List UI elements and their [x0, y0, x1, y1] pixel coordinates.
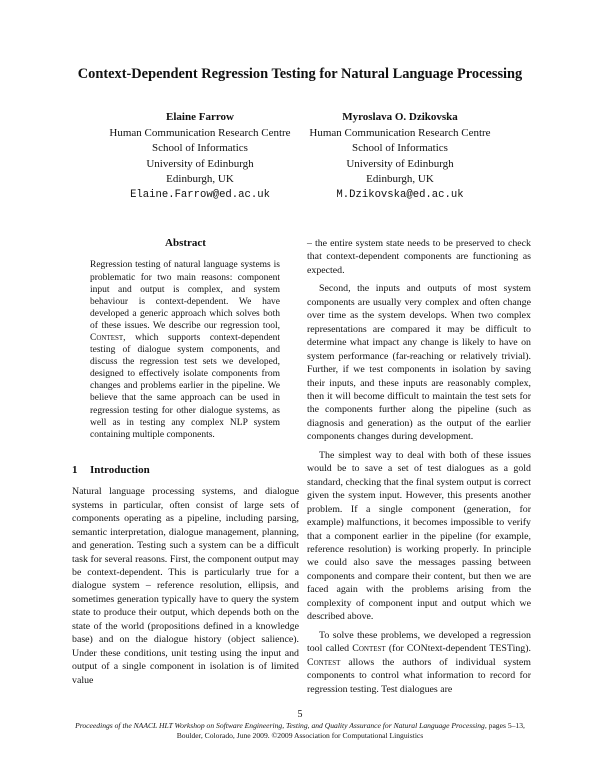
author-name: Elaine Farrow	[166, 111, 234, 123]
body-paragraph: Second, the inputs and outputs of most system components are usually very complex and often change over time as the system develops. When two complex representations are compared it may be difficult to determine what impact any change is likely to have on system performance (far-reaching or relatively trivial). Further, if we test components in isolation by saving their inputs, and these inputs are reasonably complex, then it will become difficult to maintain the test sets for the components further along the pipeline (such as diagnosis and generation) as the output of the earlier components changes during development.	[307, 283, 531, 443]
publication-info: Boulder, Colorado, June 2009. ©2009 Association for Computational Linguistics	[176, 730, 424, 740]
author-affiliation: School of Informatics	[152, 142, 248, 155]
author-affiliation: University of Edinburgh	[346, 157, 454, 170]
body-paragraph: – the entire system state needs to be preserved to check that context-dependent components are functioning as expected.	[307, 238, 531, 276]
page-footer	[0, 710, 600, 740]
body-paragraph: Natural language processing systems, and dialogue systems in particular, often consist of large sets of components operating as a pipeline, including parsing, semantic interpretation, dialogue management, planning, and generation. Testing such a system can be a difficult task for several reasons. First, the component output may be context-dependent. This is particularly true for a dialogue system – reference resolution, ellipsis, and sometimes generation typically have to query the system state to produce their output, which depends both on the state of the world (propositions defined in a knowledge base) and on the dialogue history (object salience). Under these conditions, unit testing using the input and output of a single component in isolation is of limited value	[72, 486, 299, 686]
author-affiliation: Edinburgh, UK	[366, 173, 434, 186]
author-name: Myroslava O. Dzikovska	[342, 111, 458, 123]
abstract-text: Regression testing of natural language systems is problematic for two main reasons: component input and output is complex, and system behaviour is context-dependent. We have developed a generic approach which solves both of these issues. We describe our regression tool, Contest, which supports context-dependent testing of dialogue system components, and discuss the regression test sets we developed, designed to effectively isolate components from changes and problems earlier in the pipeline. We believe that the same approach can be used in regression testing for other dialogue systems, as well as in testing any complex NLP system containing multiple components.	[90, 260, 280, 440]
body-paragraph: The simplest way to deal with both of these issues would be to save a set of test dialogues as a gold standard, checking that the final system output is correct given the system input. However, this presents another problem. If a single component (generation, for example) malfunctions, it becomes impossible to verify that a component earlier in the pipeline (for example, reference resolution) is working properly. In principle we could also save the messages passing between components and compare their content, but then we are faced again with the problems arising from the complexity of component input and output which we described above.	[307, 449, 531, 623]
author-email: M.Dzikovska@ed.ac.uk	[336, 188, 464, 201]
right-column	[307, 237, 531, 696]
abstract-heading: Abstract	[165, 237, 206, 249]
author-affiliation: School of Informatics	[352, 142, 448, 155]
page-number: 5	[297, 709, 303, 720]
paper-title: Context-Dependent Regression Testing for Natural Language Processing	[77, 66, 523, 82]
author-affiliation: Human Communication Research Centre	[309, 126, 491, 139]
left-column	[72, 237, 299, 687]
section-heading-introduction: 1 Introduction	[72, 463, 150, 476]
author-block-2	[300, 110, 500, 204]
body-paragraph: To solve these problems, we developed a regression tool called Contest (for CONtext-dependent TESTing). Contest allows the authors of individual system components to control what information to record for regression testing. Test dialogues are	[307, 629, 531, 695]
author-affiliation: University of Edinburgh	[146, 157, 254, 170]
author-block-1	[100, 110, 300, 204]
author-affiliation: Human Communication Research Centre	[109, 126, 291, 139]
author-email: Elaine.Farrow@ed.ac.uk	[130, 188, 270, 201]
author-affiliation: Edinburgh, UK	[166, 173, 234, 186]
proceedings-line: Proceedings of the NAACL HLT Workshop on Software Engineering, Testing, and Quality Assurance for Natural Language Processing, pages 5–13,	[75, 721, 525, 731]
